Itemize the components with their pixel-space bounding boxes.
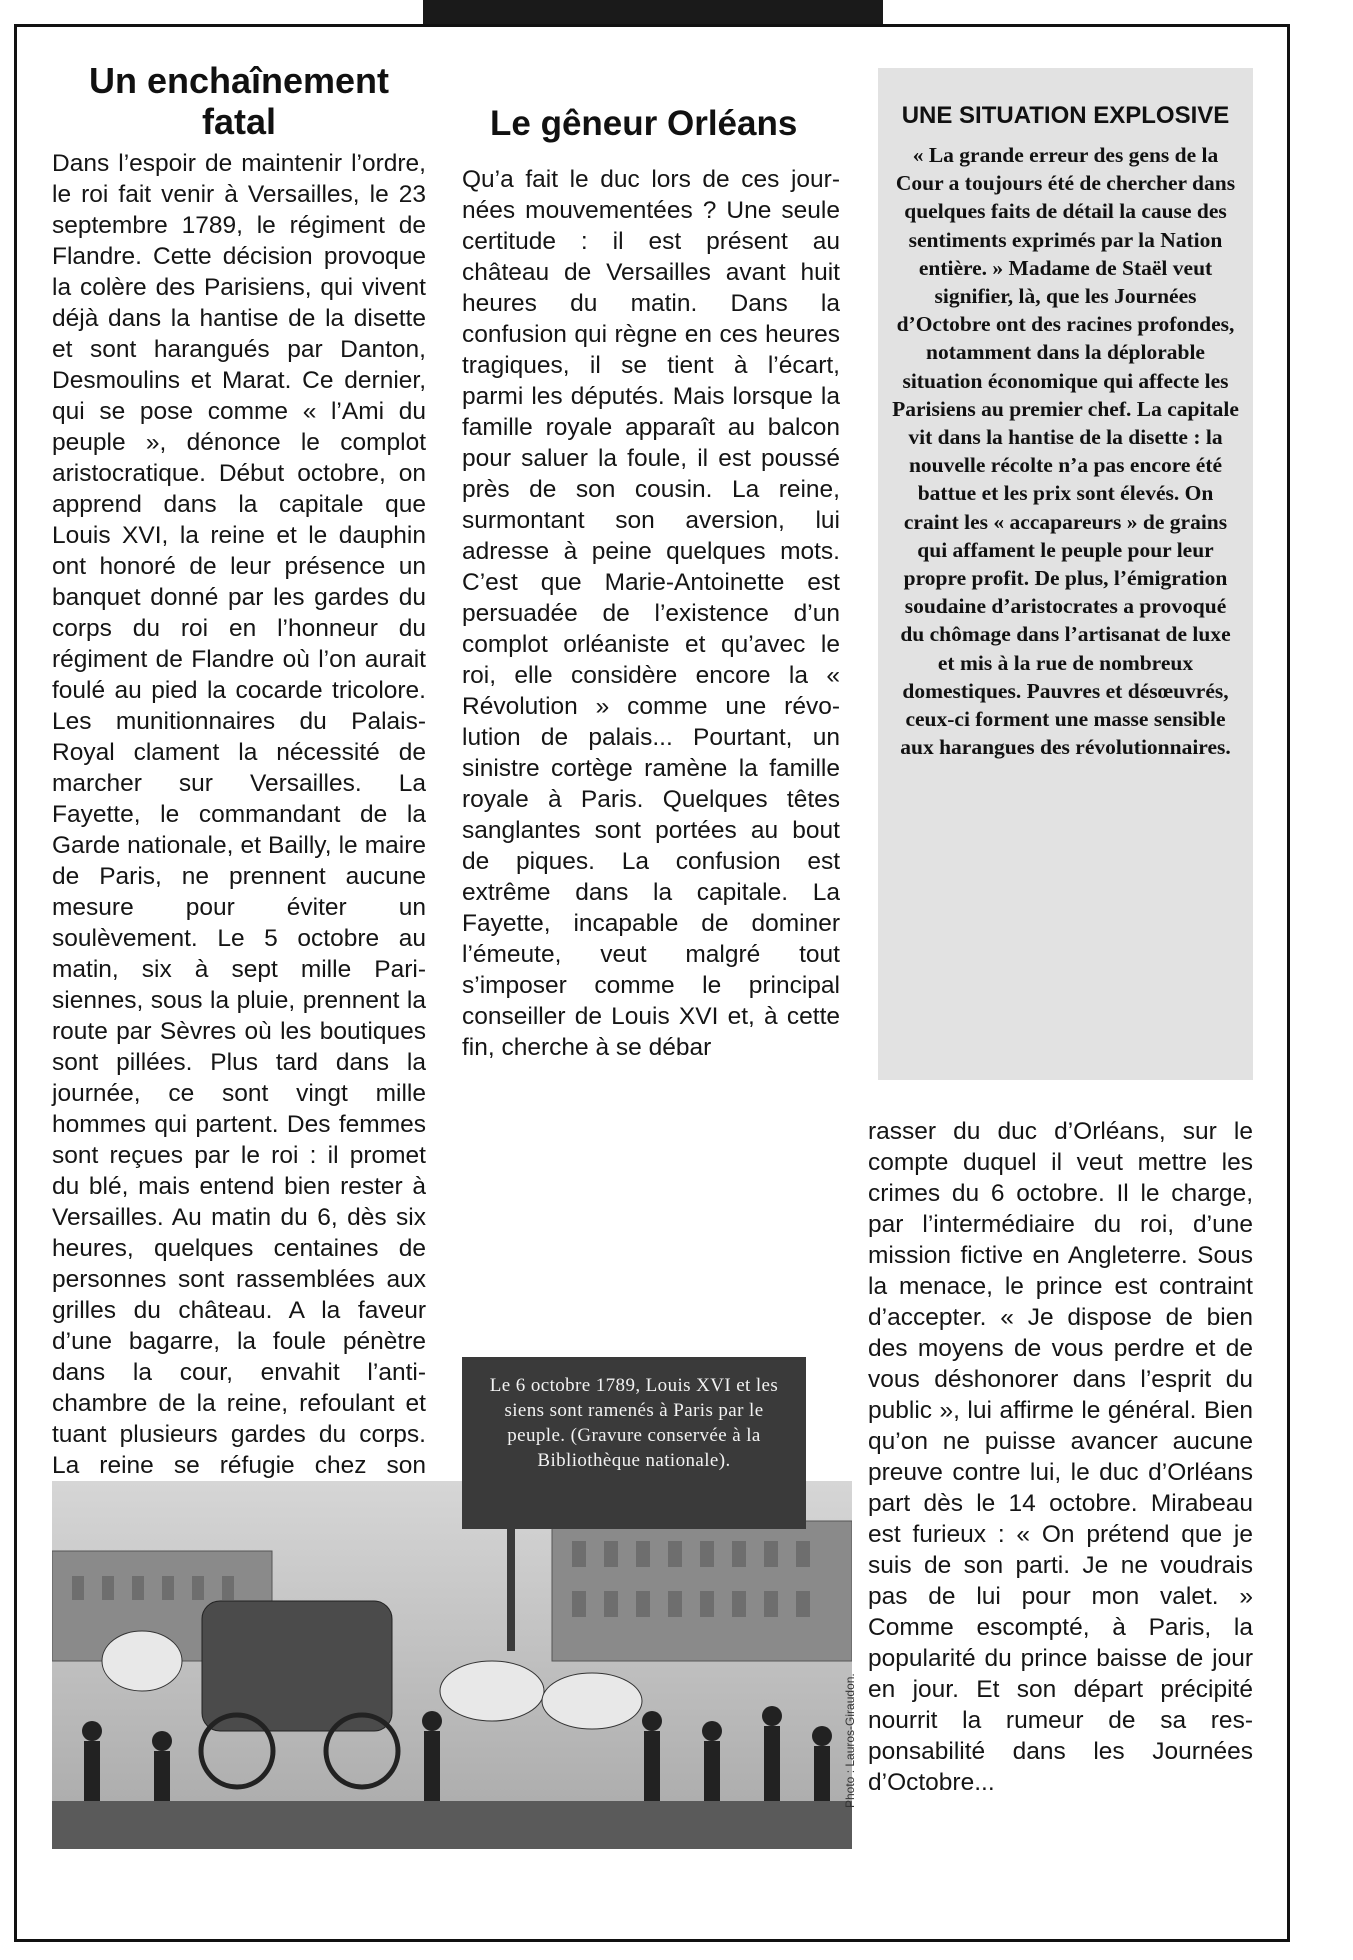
article-text-geneur-part2: rasser du duc d’Orléans, sur le compte duquel il veut mettre les crimes du 6 octobre. Il le charge, par l’intermédiaire du roi, d’une mission fictive en Angleterre. Sous la menace, le prince est contraint d’accepter. « Je dispose de bien des moyens de vous perdre et de vous déshonorer dans l’esprit du public », lui affirme le général. Bien qu’on ne puisse avancer aucune preuve contre lui, le duc d’Orléans part dès le 14 octobre. Mirabeau est furieux : « On prétend que je suis de son parti. Je ne voudrais pas de lui pour mon valet. » Comme escompté, à Paris, la popularité du prince baisse de jour en jour. Et son départ précipité nourrit la rumeur de sa responsabilité dans les Journées d’Octobre... [868, 1118, 1253, 1796]
article-column-1 [52, 60, 426, 1605]
sidebar-box [878, 68, 1253, 1080]
article-title-geneur: Le gêneur Orléans [490, 104, 798, 143]
top-bar [423, 0, 883, 24]
image-caption: Le 6 octobre 1789, Louis XVI et les siens sont ramenés à Paris par le peuple. (Gravure conservée à la Bibliothèque nationale). [462, 1357, 806, 1529]
photo-credit: Photo : Lauros-Giraudon. [843, 1673, 857, 1808]
engraving-illustration [52, 1481, 852, 1849]
sidebar-text: « La grande erreur des gens de la Cour a toujours été de chercher dans quelques faits de détail la cause des sentiments exprimés par la Nation entière. » Madame de Staël veut signifier, là, que les Journées d’Octobre ont des racines profondes, notamment dans la déplorable situation économique qui affecte les Parisiens au premier chef. La capitale vit dans la hantise de la disette : la nouvelle récolte n’a pas encore été battue et les prix sont élevés. On craint les « accapareurs » de grains qui affament le peuple pour leur propre profit. De plus, l’émigration soudaine d’aristocrates a provoqué du chômage dans l’artisanat de luxe et mis à la rue de nombreux domestiques. Pauvres et désœuvrés, ceux-ci forment une masse sensible aux harangues des révolutionnaires. [892, 143, 1239, 760]
article-column-3 [868, 1116, 1253, 1798]
article-title-enchainement: Un enchaînement fatal [88, 60, 390, 142]
engraving-image [52, 1481, 852, 1849]
article-text-enchainement: Dans l’espoir de maintenir l’ordre, le roi fait venir à Versailles, le 23 septembre 1789, le régiment de Flandre. Cette décision provoque la colère des Parisiens, qui vivent déjà dans la hantise de la disette et sont harangués par Danton, Desmoulins et Marat. Ce dernier, qui se pose comme « l’Ami du peuple », dénonce le complot aristocratique. Début octobre, on apprend dans la capitale que Louis XVI, la reine et le dauphin ont honoré de leur présence un banquet donné par les gardes du corps du roi en l’honneur du régiment de Flandre où l’on aurait foulé au pied la cocarde tricolore. Les munitionnaires du Palais-Royal clament la nécessité de marcher sur Versailles. La Fayette, le commandant de la Garde nationale, et Bailly, le maire de Paris, ne prennent aucune mesure pour éviter un soulèvement. Le 5 octobre au matin, six à sept mille Parisiennes, sous la pluie, prennent la route par Sèvres où les boutiques sont pillées. Plus tard dans la journée, ce sont vingt mille hommes qui partent. Des femmes sont reçues par le roi : il promet du blé, mais entend bien rester à Versailles. Au matin du 6, dès six heures, quelques centaines de personnes sont rassemblées aux grilles du château. A la faveur d’une bagarre, la foule pénètre dans la cour, envahit l’antichambre de la reine, refoulant et tuant plusieurs gardes du corps. La reine se réfugie chez son [52, 150, 426, 1479]
sidebar-title: UNE SITUATION EXPLOSIVE [901, 102, 1230, 129]
article-text-geneur-part1: Qu’a fait le duc lors de ces journées mouvementées ? Une seule certitude : il est présent au château de Versailles avant huit heures du matin. Dans la confusion qui règne en ces heures tragiques, il se tient à l’écart, parmi les députés. Mais lorsque la famille royale apparaît au balcon pour saluer la foule, il est poussé près de son cousin. La reine, surmontant son aversion, lui adresse à peine quelques mots. C’est que Marie-Antoinette est persuadée de l’existence d’un complot orléaniste et qu’avec le roi, elle considère encore la « Révolution » comme une révolution de palais... Pourtant, un sinistre cortège ramène la famille royale à Paris. Quelques têtes sanglantes sont portées au bout de piques. La confusion est extrême dans la capitale. La Fayette, incapable de dominer l’émeute, veut malgré tout s’imposer comme le principal conseiller de Louis XVI et, à cette fin, cherche à se débar [462, 166, 840, 1061]
article-column-2 [462, 60, 840, 1063]
